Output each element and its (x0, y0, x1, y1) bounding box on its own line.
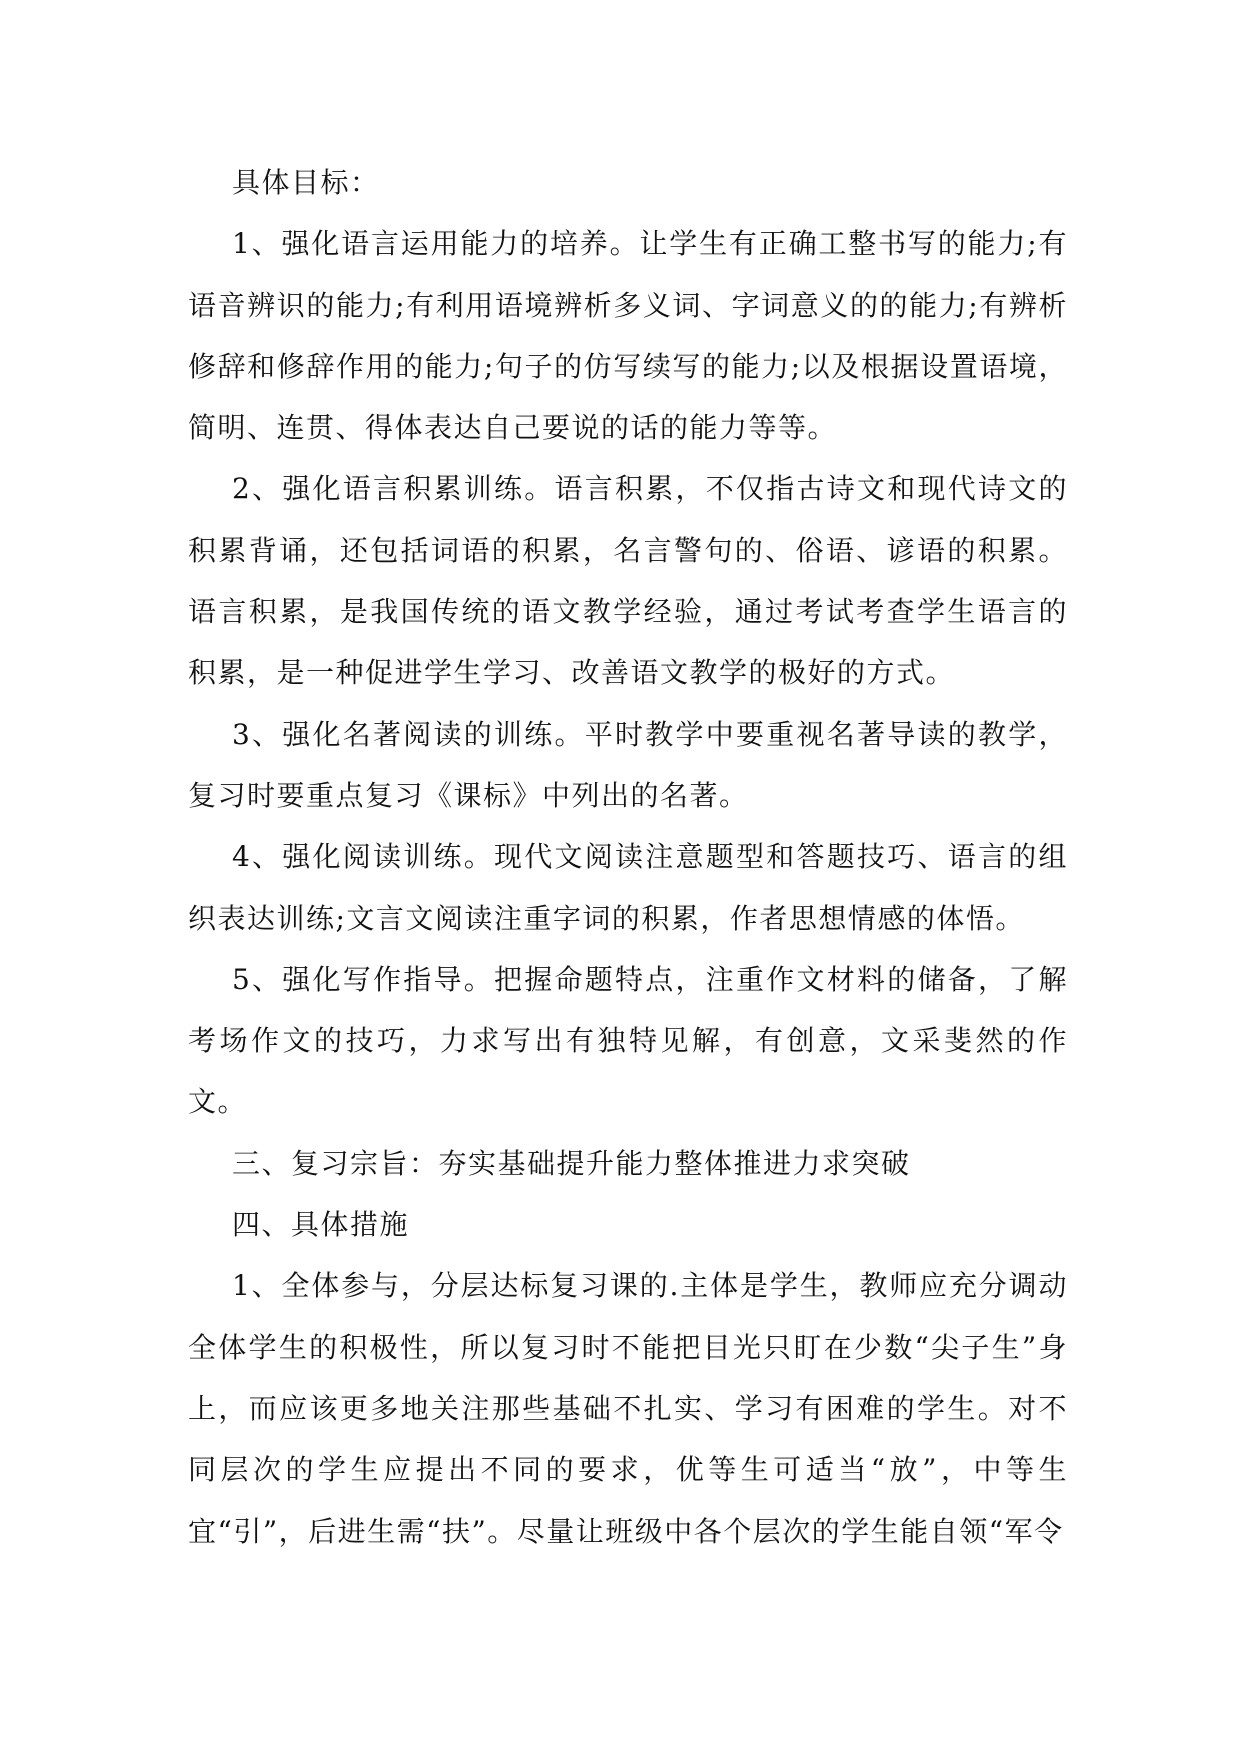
paragraph-goal-5: 5、强化写作指导。把握命题特点，注重作文材料的储备，了解考场作文的技巧，力求写出有独特见解，有创意，文采斐然的作文。 (188, 962, 1068, 1119)
paragraph-goal-4: 4、强化阅读训练。现代文阅读注意题型和答题技巧、语言的组织表达训练;文言文阅读注重字词的积累，作者思想情感的体悟。 (188, 840, 1068, 935)
section-heading-measures: 四、具体措施 (232, 1208, 410, 1242)
paragraph-goal-2: 2、强化语言积累训练。语言积累，不仅指古诗文和现代诗文的积累背诵，还包括词语的积累，名言警句的、俗语、谚语的积累。语言积累，是我国传统的语文教学经验，通过考试考查学生语言的积累，是一种促进学生学习、改善语文教学的极好的方式。 (188, 472, 1068, 690)
paragraph-goal-1: 1、强化语言运用能力的培养。让学生有正确工整书写的能力;有语音辨识的能力;有利用语境辨析多义词、字词意义的的能力;有辨析修辞和修辞作用的能力;句子的仿写续写的能力;以及根据设置语境，简明、连贯、得体表达自己要说的话的能力等等。 (188, 227, 1068, 445)
section-heading-review-purpose: 三、复习宗旨：夯实基础提升能力整体推进力求突破 (232, 1146, 911, 1180)
document-body (188, 152, 1068, 1562)
paragraph-specific-goals-heading: 具体目标： (232, 166, 380, 199)
paragraph-goal-3: 3、强化名著阅读的训练。平时教学中要重视名著导读的教学，复习时要重点复习《课标》中列出的名著。 (188, 717, 1068, 812)
paragraph-measure-1: 1、全体参与，分层达标复习课的.主体是学生，教师应充分调动全体学生的积极性，所以复习时不能把目光只盯在少数“尖子生”身上，而应该更多地关注那些基础不扎实、学习有困难的学生。对不同层次的学生应提出不同的要求，优等生可适当“放”，中等生宜“引”，后进生需“扶”。尽量让班级中各个层次的学生能自领“军令 (188, 1269, 1068, 1548)
